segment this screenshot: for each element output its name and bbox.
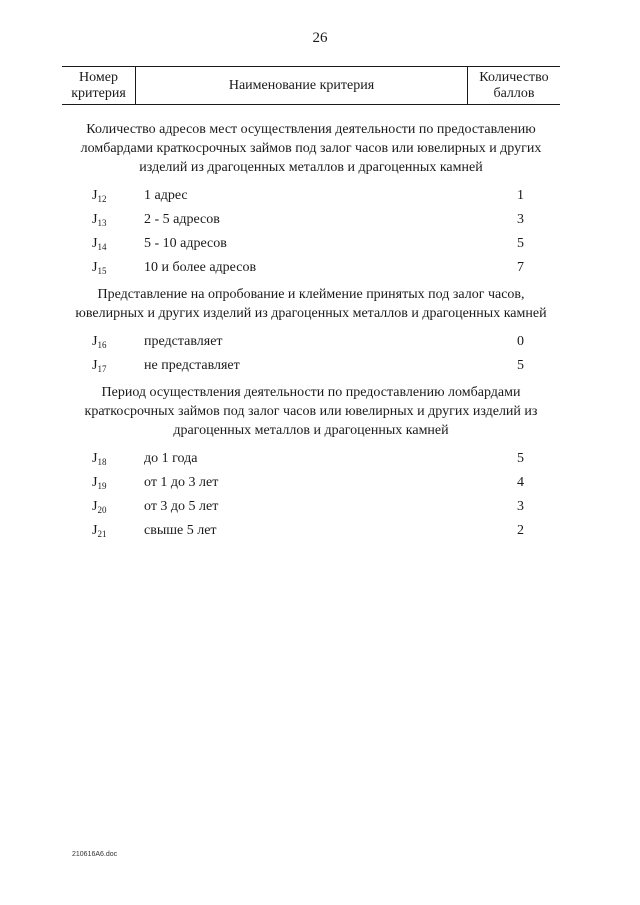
- document-filename: 210616A6.doc: [72, 851, 118, 858]
- criterion-label: свыше 5 лет: [144, 523, 217, 538]
- criterion-label: 2 - 5 адресов: [144, 212, 220, 227]
- criterion-row: [62, 519, 560, 543]
- table-header: [62, 66, 560, 105]
- criterion-code: $J_{15}$: [92, 260, 107, 276]
- criterion-row: [62, 330, 560, 354]
- criterion-score: 5: [517, 358, 524, 373]
- criterion-code: $J_{12}$: [92, 188, 107, 204]
- criterion-label: от 1 до 3 лет: [144, 475, 219, 490]
- page-number: 26: [312, 30, 328, 46]
- criterion-code: $J_{19}$: [92, 475, 107, 491]
- criterion-row: [62, 256, 560, 280]
- section-title: Количество адресов мест осуществления деятельности по предоставлению ломбардами краткосрочных займов под залог часов или ювелирных и других изделий из драгоценных металлов и драгоценных камней: [80, 122, 542, 175]
- criterion-score: 5: [517, 451, 524, 466]
- criterion-score: 7: [517, 260, 524, 275]
- section-title: Представление на опробование и клеймение принятых под залог часов, ювелирных и других изделий из драгоценных металлов и драгоценных камней: [75, 287, 547, 321]
- criterion-score: 2: [517, 523, 524, 538]
- criterion-code: $J_{21}$: [92, 523, 107, 539]
- criteria-section: [62, 285, 560, 378]
- criterion-row: [62, 208, 560, 232]
- criterion-label: не представляет: [144, 358, 240, 373]
- criterion-label: 5 - 10 адресов: [144, 236, 227, 251]
- header-score: Количество баллов: [467, 67, 560, 104]
- criterion-score: 3: [517, 499, 524, 514]
- criterion-label: от 3 до 5 лет: [144, 499, 219, 514]
- criterion-code: $J_{13}$: [92, 212, 107, 228]
- criterion-score: 1: [517, 188, 524, 203]
- header-criterion-number: Номер критерия: [62, 67, 136, 104]
- criterion-score: 3: [517, 212, 524, 227]
- criterion-label: 10 и более адресов: [144, 260, 257, 275]
- criterion-row: [62, 447, 560, 471]
- criterion-label: до 1 года: [144, 451, 198, 466]
- criterion-label: 1 адрес: [144, 188, 188, 203]
- criterion-score: 5: [517, 236, 524, 251]
- criterion-score: 0: [517, 334, 524, 349]
- criteria-section: [62, 120, 560, 280]
- criterion-code: $J_{20}$: [92, 499, 107, 515]
- criterion-code: $J_{18}$: [92, 451, 107, 467]
- criterion-label: представляет: [144, 334, 223, 349]
- section-title: Период осуществления деятельности по предоставлению ломбардами краткосрочных займов под залог часов или ювелирных и других изделий из драгоценных металлов и драгоценных камней: [84, 385, 538, 438]
- criterion-row: [62, 495, 560, 519]
- criterion-code: $J_{16}$: [92, 334, 107, 350]
- criteria-list: [62, 120, 560, 543]
- criterion-code: $J_{14}$: [92, 236, 107, 252]
- criterion-row: [62, 354, 560, 378]
- criteria-section: [62, 383, 560, 543]
- criterion-row: [62, 184, 560, 208]
- header-criterion-name: Наименование критерия: [228, 77, 375, 93]
- criterion-code: $J_{17}$: [92, 358, 107, 374]
- criterion-row: [62, 232, 560, 256]
- criterion-score: 4: [517, 475, 524, 490]
- criterion-row: [62, 471, 560, 495]
